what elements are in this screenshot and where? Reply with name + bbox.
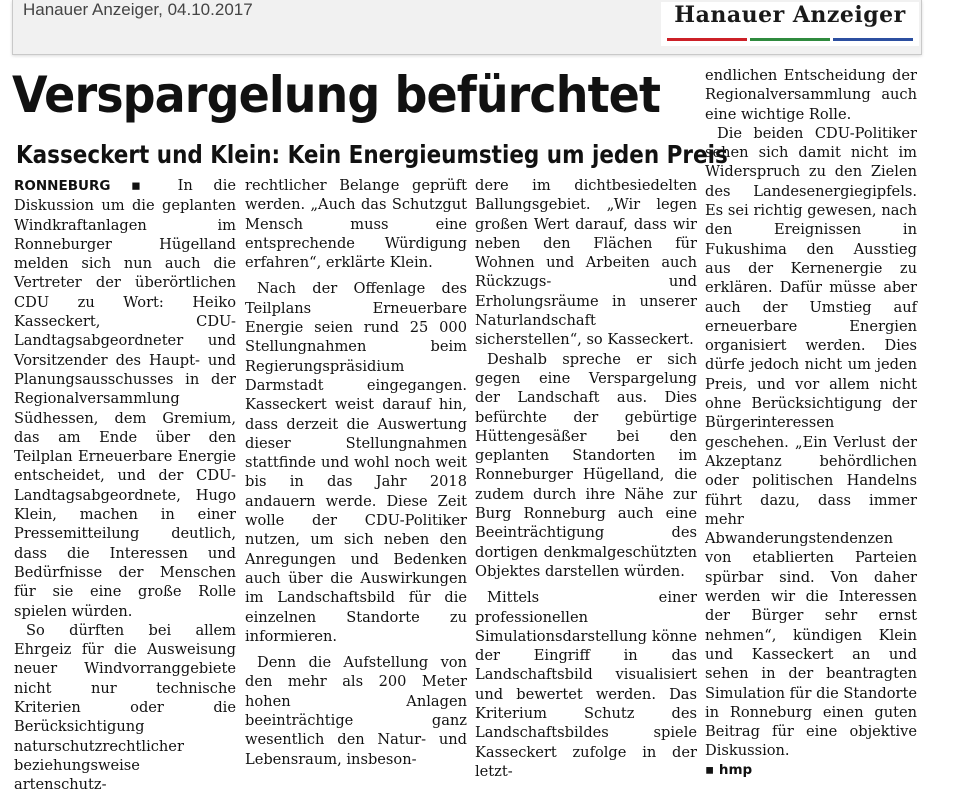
source-date-title: Hanauer Anzeiger, 04.10.2017 [23, 0, 253, 19]
article-paragraph: endlichen Entscheidung der Regionalversammlung auch eine wichtige Rolle. [705, 67, 917, 123]
article-paragraph: Deshalb spreche er sich gegen eine Verspargelung der Landschaft aus. Dies befürchte der gebürtige Hüttengesäßer bei den geplanten Standorten im Ronneburger Hügelland, die zudem durch ihre Nähe zur Burg Ronneburg auch eine Beeinträchtigung des dortigen denkmalgeschützten Objektes darstellen würden. [475, 350, 697, 580]
article-paragraph: Die beiden CDU-Politiker sehen sich damit nicht im Widerspruch zu den Zielen des Landesenergiegipfels. Es sei richtig gewesen, nach den Ereignissen in Fukushima den Ausstieg aus der Kernenergie zu erklären. Dafür müsse aber auch der Umstieg auf erneuerbare Energien organisiert werden. Dies dürfe jedoch nicht um jeden Preis, und vor allem nicht ohne Berücksichtigung der Bürgerinteressen geschehen. „Ein Verlust der Akzeptanz behördlichen oder politischen Handelns führt dazu, dass immer mehr Abwanderungstendenzen von etablierten Parteien spürbar sind. Von daher werden wir die Interessen der Bürger sehr ernst nehmen“, kündigen Klein und Kasseckert an und sehen in der beantragten Simulation für die Standorte in Ronneburg einen guten Beitrag für eine objektive Diskussion. [705, 124, 917, 760]
newspaper-logo [661, 2, 919, 46]
article-paragraph: RONNEBURG ▪ In die Diskussion um die geplanten Windkraftanlagen im Ronneburger Hügelland melden sich nun auch die Vertreter der überörtlichen CDU zu Wort: Heiko Kasseckert, CDU-Landtagsabgeordneter und Vorsitzender des Haupt- und Planungsausschusses in der Regionalversammlung Südhessen, dem Gremium, das am Ende über den Teilplan Erneuerbare Energie entscheidet, und der CDU-Landtagsabgeordnete, Hugo Klein, machen in einer Pressemitteilung deutlich, dass die Interessen und Bedürfnisse der Menschen für sie eine große Rolle spielen würden. [14, 177, 236, 620]
article-paragraph: Nach der Offenlage des Teilplans Erneuerbare Energie seien rund 25 000 Stellungnahmen beim Regierungspräsidium Darmstadt eingegangen. Kasseckert weist darauf hin, dass derzeit die Auswertung dieser Stellungnahmen stattfinde und wohl noch weit bis in das Jahr 2018 andauern werde. Diese Zeit wolle der CDU-Politiker nutzen, um sich neben den Anregungen und Bedenken auch über die Auswirkungen im Landschaftsbild für die einzelnen Standorte zu informieren. [245, 280, 467, 645]
article-paragraph: Denn die Aufstellung von den mehr als 200 Meter hohen Anlagen beeinträchtige ganz wesentlich den Natur- und Lebensraum, insbeson- [245, 654, 467, 768]
logo-stripe-green [750, 38, 830, 41]
article-paragraph: dere im dichtbesiedelten Ballungsgebiet. „Wir legen großen Wert darauf, dass wir neben den Flächen für Wohnen und Arbeiten auch Rückzugs- und Erholungsräume in unserer Naturlandschaft sicherstellen“, so Kasseckert. [475, 177, 697, 349]
article-subheadline: Kasseckert und Klein: Kein Energieumstieg um jeden Preis [16, 140, 728, 169]
article-paragraph: So dürften bei allem Ehrgeiz für die Ausweisung neuer Windvorranggebiete nicht nur technische Kriterien oder die Berücksichtigung naturschutzrechtlicher beziehungsweise artenschutz- [14, 621, 236, 794]
logo-text: Hanauer Anzeiger [674, 2, 906, 28]
paragraph-text: In die Diskussion um die geplanten Windkraftanlagen im Ronneburger Hügelland melden sich nun auch die Vertreter der überörtlichen CDU zu Wort: Heiko Kasseckert, CDU-Landtagsabgeordneter und Vorsitzender des Haupt- und Planungsausschusses in der Regionalversammlung Südhessen, dem Gremium, das am Ende über den Teilplan Erneuerbare Energie entscheidet, und der CDU-Landtagsabgeordnete, Hugo Klein, machen in einer Pressemitteilung deutlich, dass die Interessen und Bedürfnisse der Menschen für sie eine große Rolle spielen würden. [14, 177, 236, 620]
article-paragraph: Mittels einer professionellen Simulationsdarstellung könne der Eingriff in das Landschaftsbild visualisiert und bewertet werden. Das Kriterium Schutz des Landschaftsbildes spiele Kasseckert zufolge in der letzt- [475, 589, 697, 780]
article-column-4 [705, 66, 917, 778]
article-column-2 [245, 176, 467, 768]
article-column-3 [475, 176, 697, 780]
article-headline: Verspargelung befürchtet [12, 66, 661, 124]
source-header-bar [12, 0, 922, 55]
logo-stripe-blue [833, 38, 913, 41]
logo-stripe-red [667, 38, 747, 41]
article-column-1 [14, 176, 236, 794]
article-paragraph: rechtlicher Belange geprüft werden. „Auch das Schutzgut Mensch muss eine entsprechende Würdigung erfahren“, erklärte Klein. [245, 177, 467, 272]
author-signature: ▪ hmp [705, 761, 753, 778]
dateline: RONNEBURG [14, 178, 111, 194]
